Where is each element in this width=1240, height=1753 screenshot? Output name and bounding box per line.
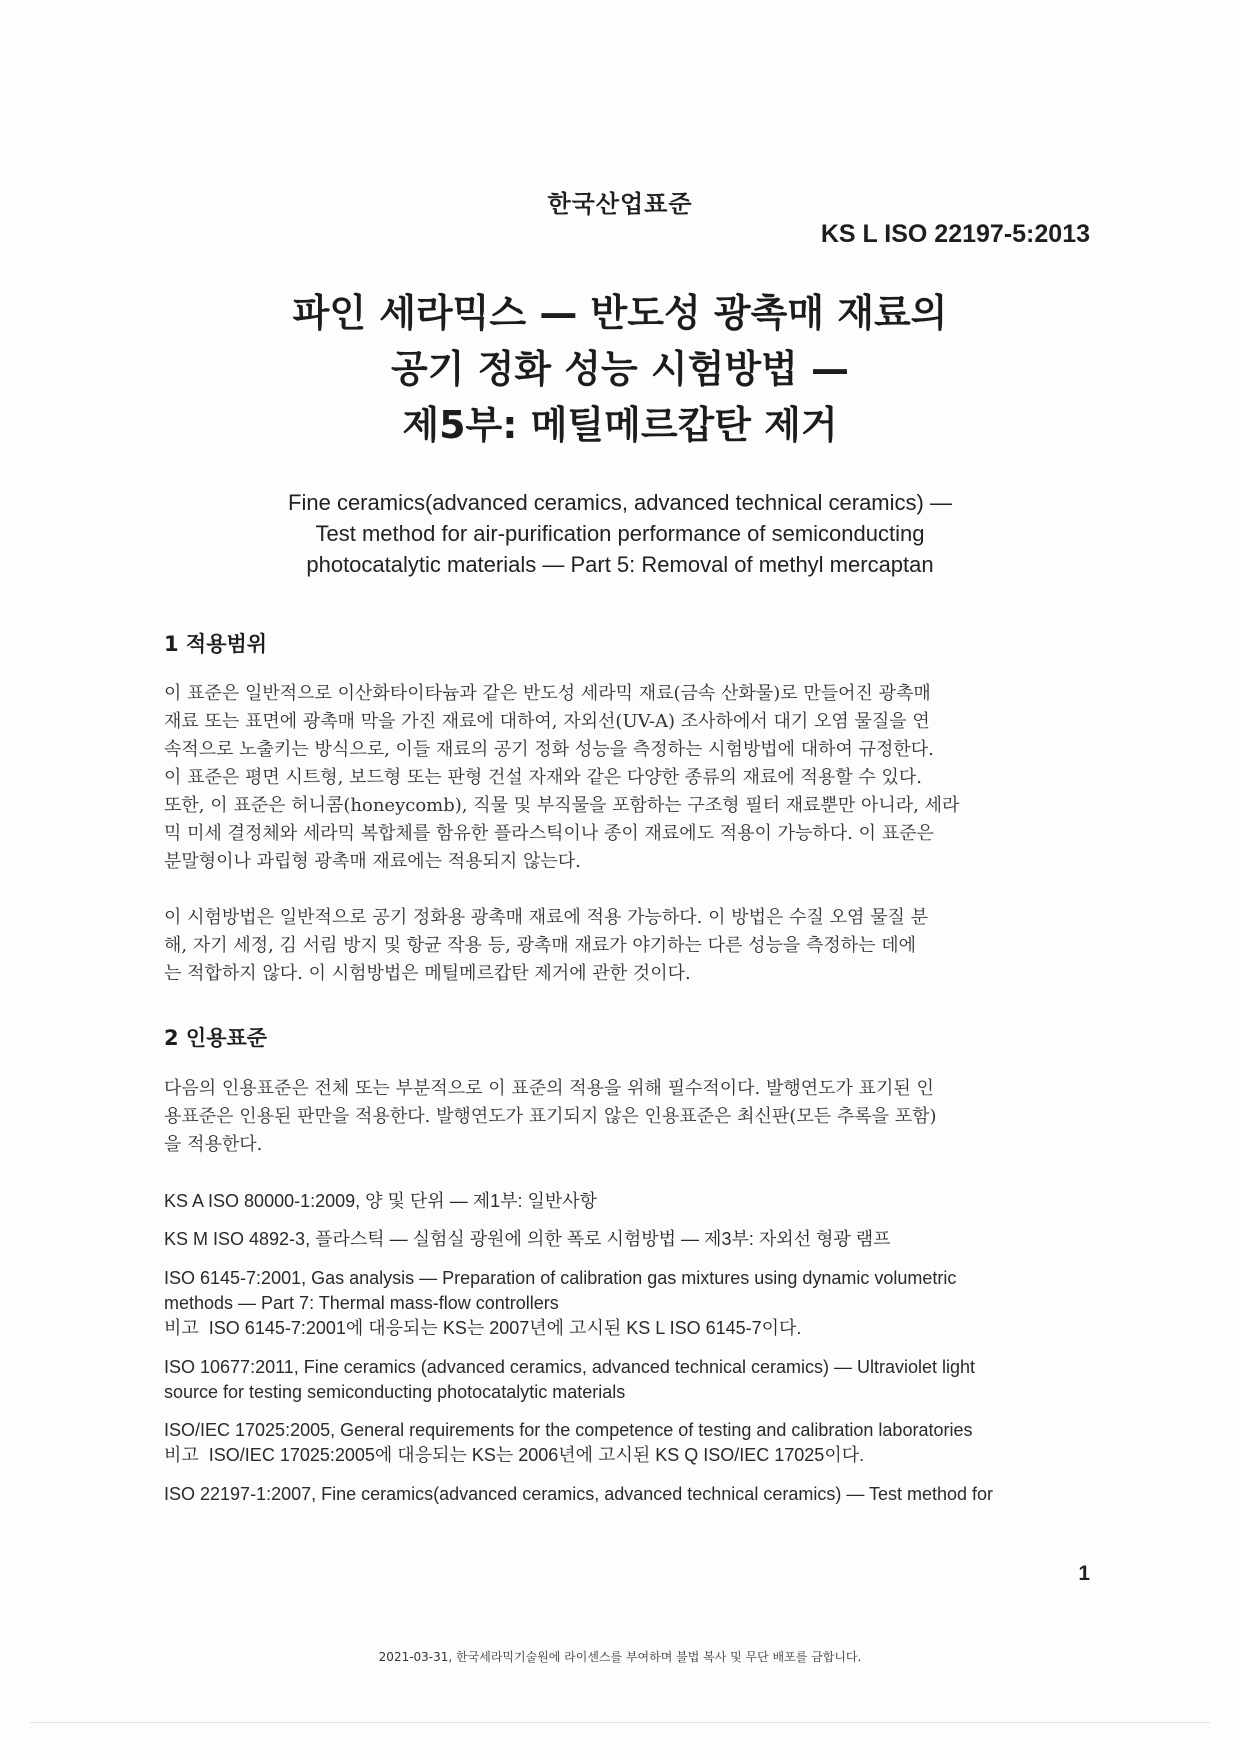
reference-line: KS M ISO 4892-3, 플라스틱 — 실험실 광원에 의한 폭로 시험방법 — 제3부: 자외선 형광 램프 [164,1229,891,1249]
paragraph-line: 믹 미세 결정체와 세라믹 복합체를 함유한 플라스틱이나 종이 재료에도 적용이 가능하다. 이 표준은 [164,823,934,844]
paragraph-line: 이 표준은 일반적으로 이산화타이타늄과 같은 반도성 세라믹 재료(금속 산화물)로 만들어진 광촉매 [164,683,931,704]
paragraph-line: 이 시험방법은 일반적으로 공기 정화용 광촉매 재료에 적용 가능하다. 이 방법은 수질 오염 물질 분 [164,907,928,928]
page-number: 1 [1078,1562,1090,1585]
korean-title-line: 제5부: 메틸메르캅탄 제거 [402,403,838,447]
reference-item [164,1418,1091,1468]
korean-title [0,285,1240,453]
reference-line: methods — Part 7: Thermal mass-flow controllers [164,1293,559,1313]
paragraph-line: 는 적합하지 않다. 이 시험방법은 메틸메르캅탄 제거에 관한 것이다. [164,963,691,984]
reference-item [164,1482,1091,1507]
reference-item [164,1355,1091,1405]
note-label: 비고 [164,1445,199,1466]
reference-line: ISO 10677:2011, Fine ceramics (advanced ceramics, advanced technical ceramics) — Ultraviolet light [164,1357,976,1377]
note-label: 비고 [164,1318,199,1339]
reference-line: ISO 22197-1:2007, Fine ceramics(advanced ceramics, advanced technical ceramics) — Test method for [164,1484,994,1504]
english-title [0,487,1240,580]
scan-edge-divider [30,1722,1210,1723]
standard-label: 한국산업표준 [547,190,693,218]
korean-title-line: 파인 세라믹스 — 반도성 광촉매 재료의 [292,291,948,335]
paragraph-line: 해, 자기 세정, 김 서림 방지 및 항균 작용 등, 광촉매 재료가 야기하는 다른 성능을 측정하는 데에 [164,935,917,956]
reference-note [164,1316,1091,1341]
license-notice: 2021-03-31, 한국세라믹기술원에 라이센스를 부여하며 불법 복사 및 무단 배포를 금합니다. [378,1650,862,1664]
normative-references-paragraph [164,1075,1091,1159]
scope-paragraph-2 [164,904,1091,988]
note-text: ISO 6145-7:2001에 대응되는 KS는 2007년에 고시된 KS L ISO 6145-7이다. [208,1318,802,1338]
reference-line: ISO 6145-7:2001, Gas analysis — Preparation of calibration gas mixtures using dynamic volumetric [164,1268,957,1288]
paragraph-line: 을 적용한다. [164,1134,263,1155]
reference-note [164,1443,1091,1468]
section-2-heading: 2 인용표준 [164,1026,268,1050]
paragraph-line: 이 표준은 평면 시트형, 보드형 또는 판형 건설 자재와 같은 다양한 종류의 재료에 적용할 수 있다. [164,767,923,788]
paragraph-line: 분말형이나 과립형 광촉매 재료에는 적용되지 않는다. [164,851,581,872]
reference-item [164,1189,1091,1214]
reference-line: source for testing semiconducting photocatalytic materials [164,1382,626,1402]
paragraph-line: 또한, 이 표준은 허니콤(honeycomb), 직물 및 부직물을 포함하는 구조형 필터 재료뿐만 아니라, 세라 [164,795,960,816]
reference-item [164,1266,1091,1341]
paragraph-line: 속적으로 노출키는 방식으로, 이들 재료의 공기 정화 성능을 측정하는 시험방법에 대하여 규정한다. [164,739,934,760]
reference-item [164,1227,1091,1252]
section-1-heading: 1 적용범위 [164,632,268,656]
english-title-line: Fine ceramics(advanced ceramics, advanced technical ceramics) — [288,490,952,515]
paragraph-line: 재료 또는 표면에 광촉매 막을 가진 재료에 대하여, 자외선(UV-A) 조사하에서 대기 오염 물질을 연 [164,711,930,732]
paragraph-line: 다음의 인용표준은 전체 또는 부분적으로 이 표준의 적용을 위해 필수적이다. 발행연도가 표기된 인 [164,1078,934,1099]
paragraph-line: 용표준은 인용된 판만을 적용한다. 발행연도가 표기되지 않은 인용표준은 최신판(모든 추록을 포함) [164,1106,937,1127]
english-title-line: photocatalytic materials — Part 5: Removal of methyl mercaptan [306,552,934,577]
reference-line: KS A ISO 80000-1:2009, 양 및 단위 — 제1부: 일반사항 [164,1191,598,1211]
reference-line: ISO/IEC 17025:2005, General requirements for the competence of testing and calibration laboratories [164,1420,973,1440]
scope-paragraph-1 [164,680,1091,876]
standard-number: KS L ISO 22197-5:2013 [820,220,1090,248]
note-text: ISO/IEC 17025:2005에 대응되는 KS는 2006년에 고시된 KS Q ISO/IEC 17025이다. [208,1445,865,1465]
english-title-line: Test method for air-purification performance of semiconducting [315,521,925,546]
korean-title-line: 공기 정화 성능 시험방법 — [391,347,849,391]
